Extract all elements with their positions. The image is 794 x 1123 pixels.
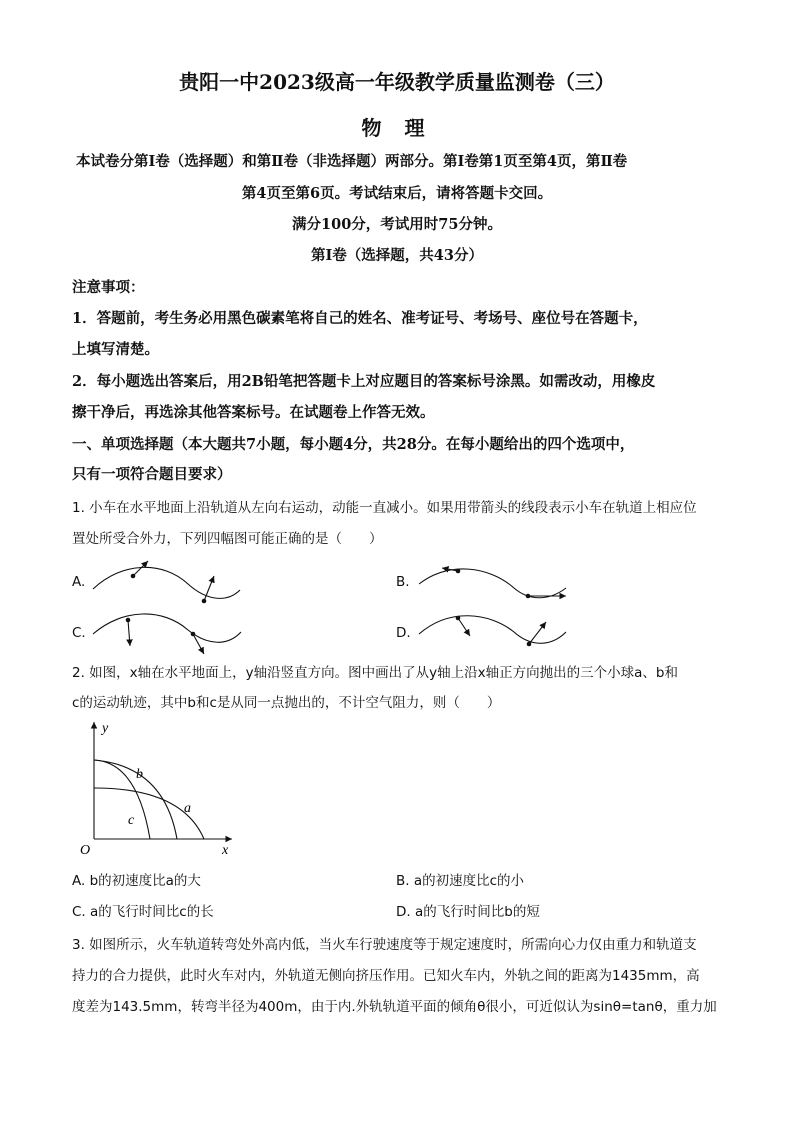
q1-option-b-figure [414,556,574,611]
exam-title: 贵阳一中2023级高一年级教学质量监测卷（三） [179,70,615,94]
q1-option-d-figure [414,606,574,661]
notes-heading: 注意事项： [72,279,145,296]
q2-stem-line-1: 2. 如图，x轴在水平地面上，y轴沿竖直方向。图中画出了从y轴上沿x轴正方向抛出的三个小球a、b和 [72,665,678,681]
track-curve [93,567,240,598]
intro-line-2: 第4页至第6页。考试结束后，请将答题卡交回。 [241,185,553,202]
curve-b-label: b [136,767,143,782]
q3-stem-line-1: 3. 如图所示，火车轨道转弯处外高内低，当火车行驶速度等于规定速度时，所需向心力仅由重力和轨道支 [72,937,697,953]
part1-line-1: 一、单项选择题（本大题共7小题，每小题4分，共28分。在每小题给出的四个选项中， [72,436,635,453]
force-arrow [458,618,470,636]
intro-line-3: 满分100分，考试用时75分钟。 [292,216,502,233]
q1-option-c-figure [88,606,248,661]
track-curve [93,614,241,642]
force-arrow [128,620,130,646]
note-1-line-1: 1．答题前，考生务必用黑色碳素笔将自己的姓名、准考证号、考场号、座位号在答题卡， [72,310,648,327]
track-curve [419,616,566,644]
q2-trajectory-figure [72,716,242,860]
q3-stem-line-3: 度差为143.5mm，转弯半径为400m，由于内.外轨轨道平面的倾角θ很小，可近似认为sinθ=tanθ，重力加 [72,999,717,1015]
track-curve [419,569,566,598]
origin-label: O [80,843,91,858]
q2-stem-line-2: c的运动轨迹，其中b和c是从同一点抛出的，不计空气阻力，则（ ） [72,695,501,711]
q1-option-c-label: C. [72,625,86,641]
q1-stem-line-1: 1. 小车在水平地面上沿轨道从左向右运动，动能一直减小。如果用带箭头的线段表示小车在轨道上相应位 [72,500,697,516]
note-2-line-2: 擦干净后，再选涂其他答案标号。在试题卷上作答无效。 [72,404,435,421]
force-arrow [529,622,546,644]
x-axis-label: x [222,843,229,858]
q2-option-d: D. a的飞行时间比b的短 [396,904,540,920]
curve-a-label: a [184,801,191,816]
section-heading: 第Ⅰ卷（选择题，共43分） [311,247,483,264]
subject-title: 物 理 [361,116,433,140]
note-1-line-2: 上填写清楚。 [72,341,159,358]
part1-line-2: 只有一项符合题目要求） [72,466,232,483]
q1-option-a-figure [88,556,248,611]
q1-option-d-label: D. [396,625,411,641]
q1-option-a-label: A. [72,574,86,590]
curve-c-label: c [128,813,135,828]
intro-line-1: 本试卷分第Ⅰ卷（选择题）和第Ⅱ卷（非选择题）两部分。第Ⅰ卷第1页至第4页，第Ⅱ卷 [76,153,628,170]
y-axis-label: y [102,721,109,736]
q1-option-b-label: B. [396,574,410,590]
q2-option-a: A. b的初速度比a的大 [72,873,201,889]
q2-option-b: B. a的初速度比c的小 [396,873,525,889]
q1-stem-line-2: 置处所受合外力，下列四幅图可能正确的是（ ） [72,531,383,547]
note-2-line-1: 2．每小题选出答案后，用2B铅笔把答题卡上对应题目的答案标号涂黑。如需改动，用橡皮 [72,373,656,390]
q2-option-c: C. a的飞行时间比c的长 [72,904,214,920]
q3-stem-line-2: 持力的合力提供，此时火车对内，外轨道无侧向挤压作用。已知火车内，外轨之间的距离为1435mm，高 [72,968,700,984]
